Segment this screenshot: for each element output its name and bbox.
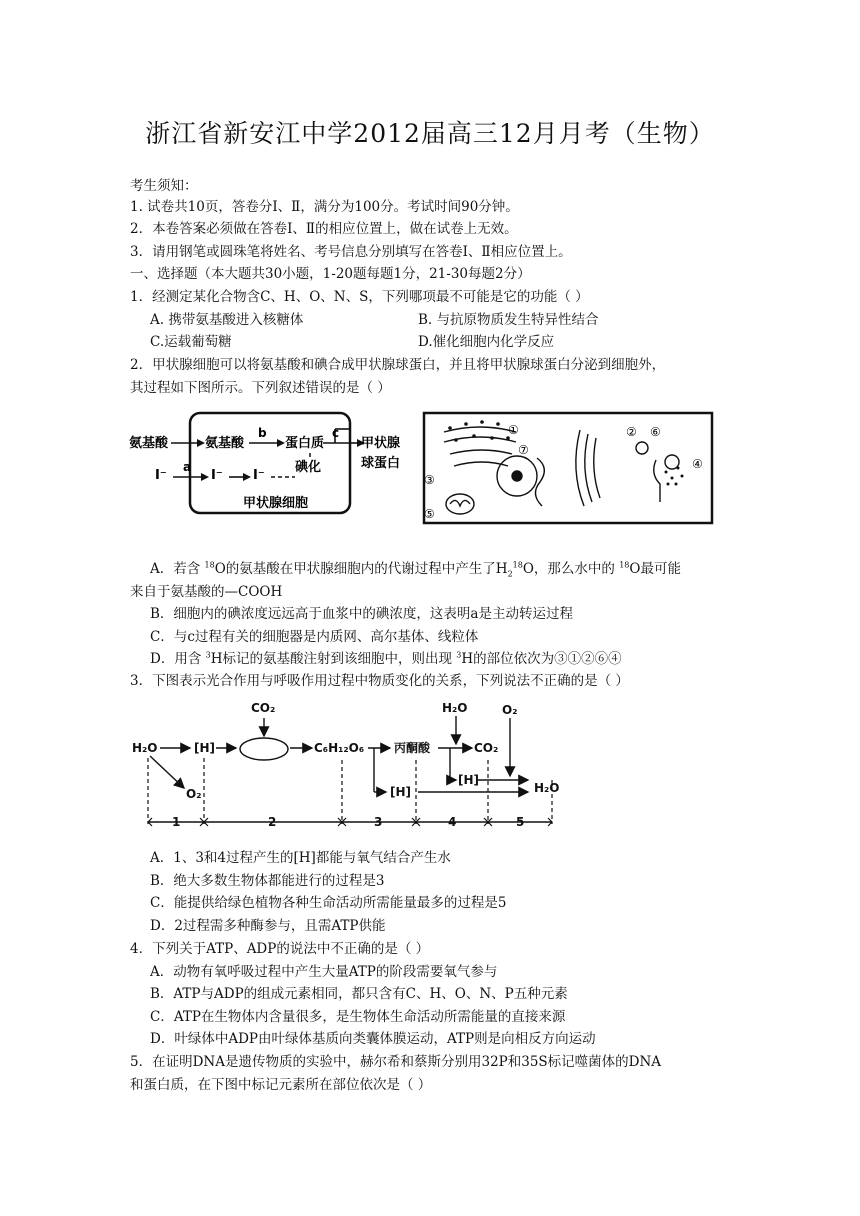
- q1-option-a: A. 携带氨基酸进入核糖体: [150, 312, 304, 328]
- amino-acid-inner-label: 氨基酸: [205, 436, 245, 451]
- cell-label-6: ⑥: [650, 425, 661, 439]
- q3-stage-1: 1: [172, 815, 181, 829]
- label-c: c: [332, 426, 340, 440]
- q4-option-b: B．ATP与ADP的组成元素相同，都只含有C、H、O、N、P五种元素: [150, 986, 568, 1002]
- q3-stem: 3．下图表示光合作用与呼吸作用过程中物质变化的关系，下列说法不正确的是（ ）: [130, 673, 629, 689]
- q2-cell-diagram: [420, 410, 716, 526]
- q5-stem-2: 和蛋白质，在下图中标记元素所在部位依次是（ ）: [130, 1077, 432, 1093]
- q1-option-b: B. 与抗原物质发生特异性结合: [418, 312, 599, 328]
- label-a: a: [183, 460, 192, 474]
- q3-co2-top: CO₂: [251, 701, 276, 715]
- product-label-2: 球蛋白: [361, 456, 401, 471]
- q3-stage-4: 4: [448, 815, 457, 829]
- q4-option-c: C．ATP在生物体内含量很多，是生物体生命活动所需能量的直接来源: [150, 1009, 566, 1025]
- cell-label-3: ③: [424, 473, 435, 487]
- amino-acid-outer-label: 氨基酸: [129, 436, 169, 451]
- q2-stem-2: 其过程如下图所示。下列叙述错误的是（ ）: [130, 380, 391, 396]
- q3-option-b: B．绝大多数生物体都能进行的过程是3: [150, 873, 385, 889]
- q3-co2-right: CO₂: [474, 741, 499, 755]
- q3-h2o-left: H₂O: [132, 741, 158, 755]
- q3-option-d: D．2过程需多种酶参与，且需ATP供能: [150, 918, 386, 934]
- cell-label-2: ②: [626, 425, 637, 439]
- product-label-1: 甲状腺: [361, 436, 401, 451]
- q1-option-d: D.催化细胞内化学反应: [418, 334, 555, 350]
- cell-label-5: ⑤: [424, 507, 435, 521]
- iodide-inner-label: I⁻: [211, 468, 223, 483]
- q3-pyruvate: 丙酮酸: [394, 741, 431, 755]
- q3-option-a: A．1、3和4过程产生的[H]都能与氧气结合产生水: [150, 850, 451, 866]
- q3-stage-3: 3: [374, 815, 383, 829]
- q2-pathway-diagram: [125, 405, 415, 520]
- label-b: b: [258, 426, 267, 440]
- q3-option-c: C．能提供给绿色植物各种生命活动所需能量最多的过程是5: [150, 895, 507, 911]
- q3-h-1: [H]: [194, 741, 216, 755]
- section-heading: 一、选择题（本大题共30小题，1-20题每题1分，21-30每题2分）: [130, 266, 531, 282]
- q2-option-c: C．与c过程有关的细胞器是内质网、高尔基体、线粒体: [150, 629, 479, 645]
- q3-glucose: C₆H₁₂O₆: [314, 741, 365, 755]
- q5-stem-1: 5．在证明DNA是遗传物质的实验中，赫尔希和蔡斯分别用32P和35S标记噬菌体的DNA: [130, 1054, 662, 1070]
- q4-option-d: D．叶绿体中ADP由叶绿体基质向类囊体膜运动，ATP则是向相反方向运动: [150, 1031, 596, 1047]
- q4-stem: 4．下列关于ATP、ADP的说法中不正确的是（ ）: [130, 941, 430, 957]
- iodize-label: 碘化: [295, 460, 322, 475]
- iodide-outer-label: I⁻: [155, 468, 167, 483]
- q1-stem: 1．经测定某化合物含C、H、O、N、S，下列哪项最不可能是它的功能（ ）: [130, 289, 589, 305]
- notice-item-1: 1. 试卷共10页，答卷分Ⅰ、Ⅱ，满分为100分。考试时间90分钟。: [130, 199, 519, 215]
- q3-stage-2: 2: [268, 815, 277, 829]
- q3-o2-left: O₂: [186, 787, 202, 801]
- q2-option-b: B．细胞内的碘浓度远远高于血浆中的碘浓度，这表明a是主动转运过程: [150, 606, 573, 622]
- q1-option-c: C.运载葡萄糖: [150, 334, 232, 350]
- q3-h-3: [H]: [390, 785, 412, 799]
- notice-item-2: 2．本卷答案必须做在答卷Ⅰ、Ⅱ的相应位置上，做在试卷上无效。: [130, 221, 518, 237]
- q4-option-a: A．动物有氧呼吸过程中产生大量ATP的阶段需要氧气参与: [150, 964, 498, 980]
- q2-option-d: D．用含 $^3$H标记的氨基酸注射到该细胞中，则出现 $^3$H的部位依次为③①②⑥④: [150, 650, 622, 667]
- q3-o2-top: O₂: [502, 703, 518, 717]
- protein-label: 蛋白质: [285, 436, 325, 451]
- q2-stem-1: 2．甲状腺细胞可以将氨基酸和碘合成甲状腺球蛋白，并且将甲状腺球蛋白分泌到细胞外，: [130, 357, 666, 373]
- cell-label: 甲状腺细胞: [243, 496, 309, 511]
- q3-h2o-right: H₂O: [534, 781, 560, 795]
- iodine-label: I⁻: [253, 468, 265, 483]
- q2-option-a-line2: 来自于氨基酸的—COOH: [130, 584, 283, 600]
- q3-h2o-top: H₂O: [442, 701, 468, 715]
- page-title: 浙江省新安江中学2012届高三12月月考（生物）: [145, 119, 715, 148]
- cell-label-4: ④: [692, 457, 703, 471]
- notice-heading: 考生须知：: [130, 178, 198, 194]
- cell-label-7: ⑦: [518, 443, 529, 457]
- q3-stage-5: 5: [516, 815, 525, 829]
- q2-option-a-line1: A．若含 $^{18}$O的氨基酸在甲状腺细胞内的代谢过程中产生了$H_2^{18}O$，那么水中的 $^{18}$O最可能: [150, 560, 681, 579]
- cell-label-1: ①: [508, 423, 519, 437]
- notice-item-3: 3．请用钢笔或圆珠笔将姓名、考号信息分别填写在答卷Ⅰ、Ⅱ相应位置上。: [130, 244, 572, 260]
- q3-h-2: [H]: [458, 773, 480, 787]
- q3-pathway-diagram: [128, 696, 568, 836]
